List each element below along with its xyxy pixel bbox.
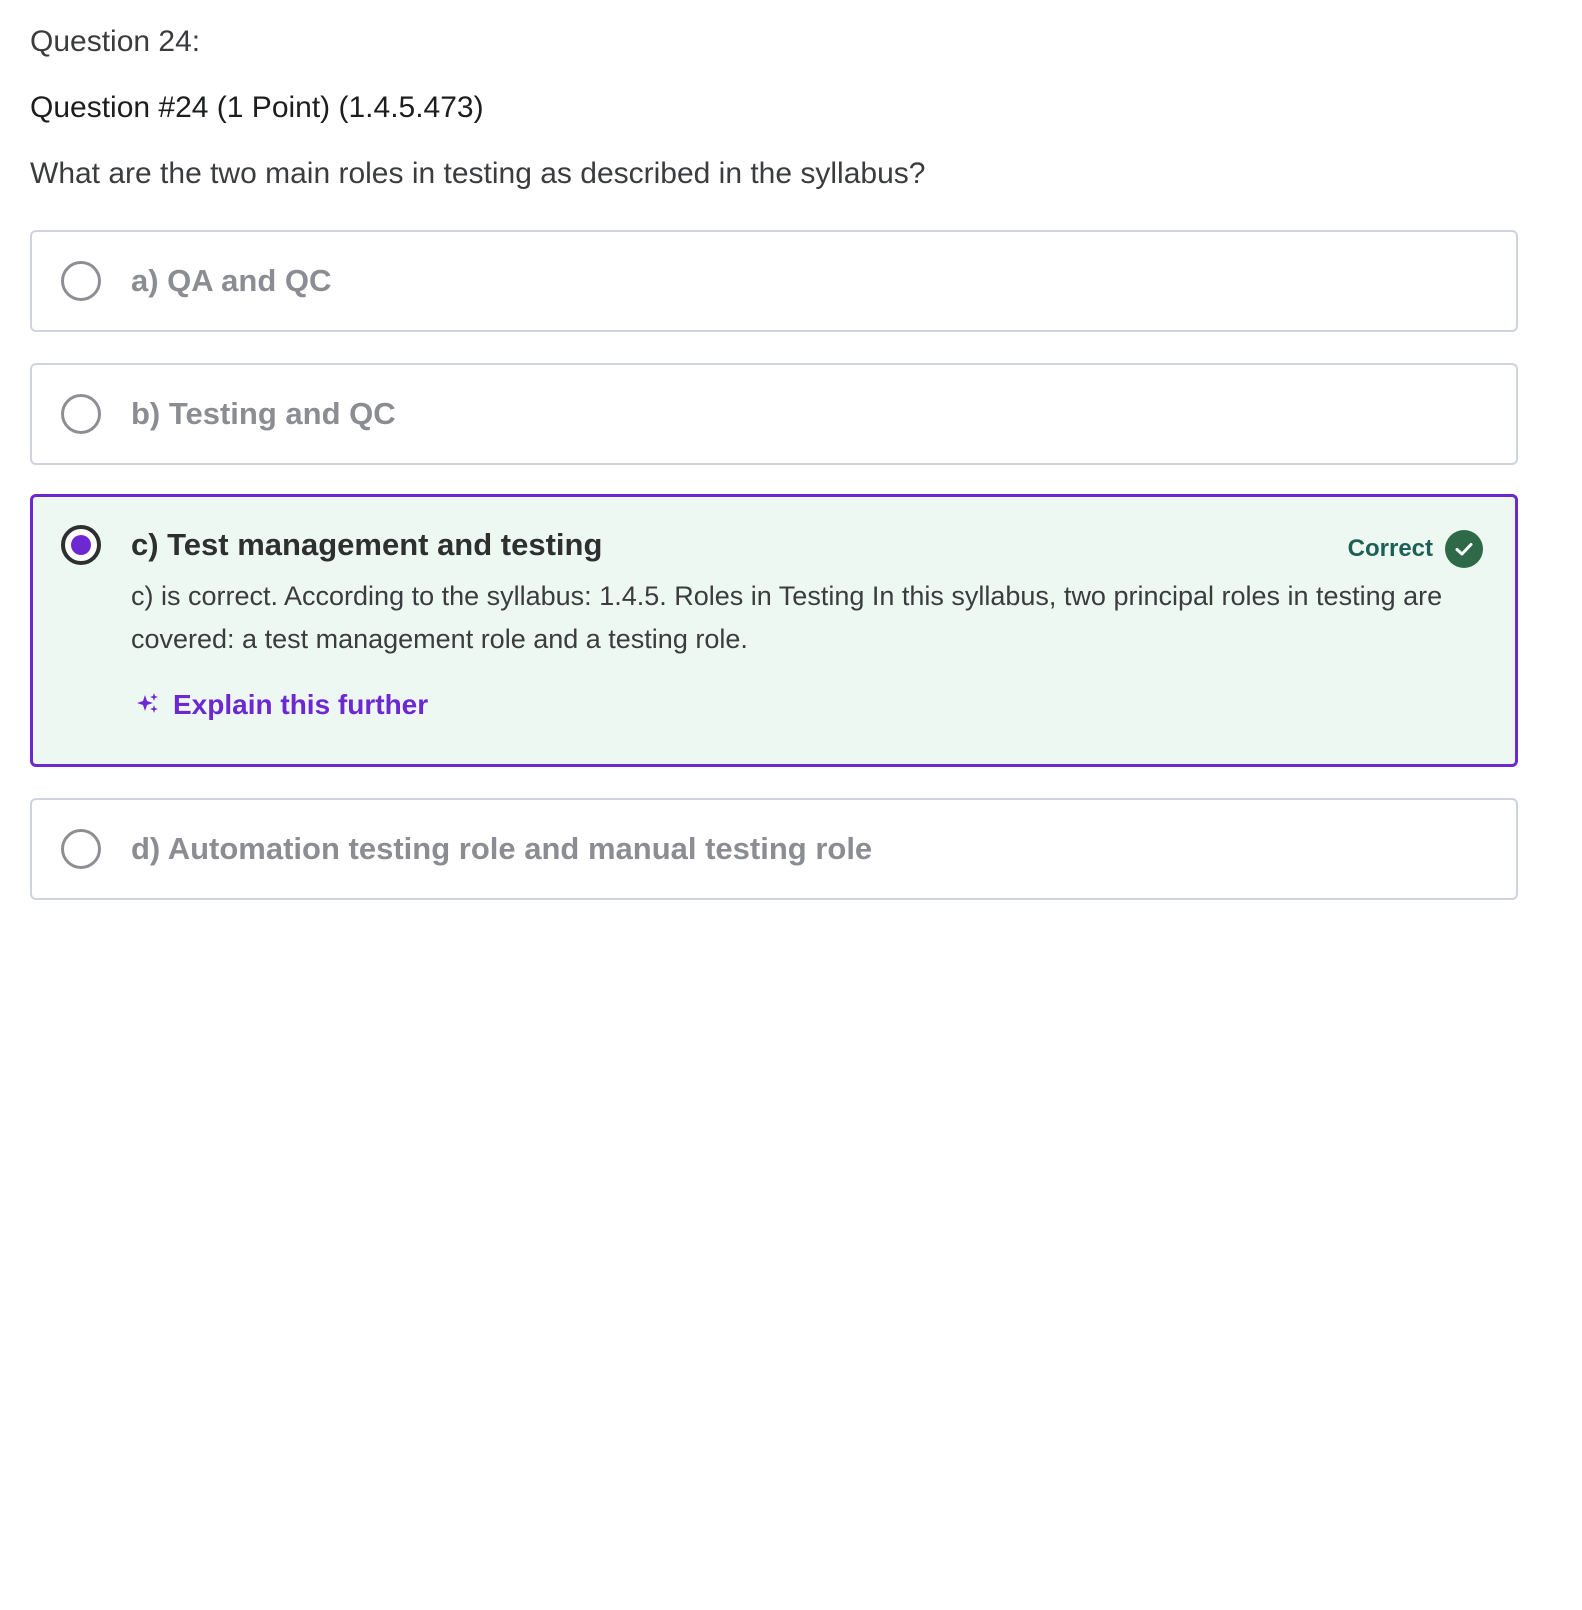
answer-option-b[interactable] [30,363,1518,465]
answer-explanation: c) is correct. According to the syllabus: 1.4.5. Roles in Testing In this syllabus, two principal roles in testing are covered: a test management role and a testing role. [131,581,1443,654]
answer-option-d[interactable] [30,798,1518,900]
explain-further-link[interactable] [135,689,428,721]
question-heading: Question 24: [30,25,201,58]
answer-option-label: c) Test management and testing [131,527,603,562]
correct-status-text: Correct [1347,535,1433,562]
answer-option-c[interactable] [30,494,1518,767]
radio-button-a[interactable] [61,261,101,301]
check-circle-icon [1445,530,1483,568]
answer-option-label: b) Testing and QC [131,396,396,431]
question-id-line: Question #24 (1 Point) (1.4.5.473) [30,91,484,124]
answer-option-label: d) Automation testing role and manual testing role [131,831,873,866]
correct-badge [1348,530,1483,568]
explain-further-label: Explain this further [173,689,429,720]
radio-button-c-selected[interactable] [61,525,101,565]
answer-option-a[interactable] [30,230,1518,332]
radio-button-b[interactable] [61,394,101,434]
radio-button-d[interactable] [61,829,101,869]
question-prompt: What are the two main roles in testing as described in the syllabus? [30,157,926,190]
answer-option-label: a) QA and QC [131,263,332,298]
sparkle-icon [135,690,161,721]
